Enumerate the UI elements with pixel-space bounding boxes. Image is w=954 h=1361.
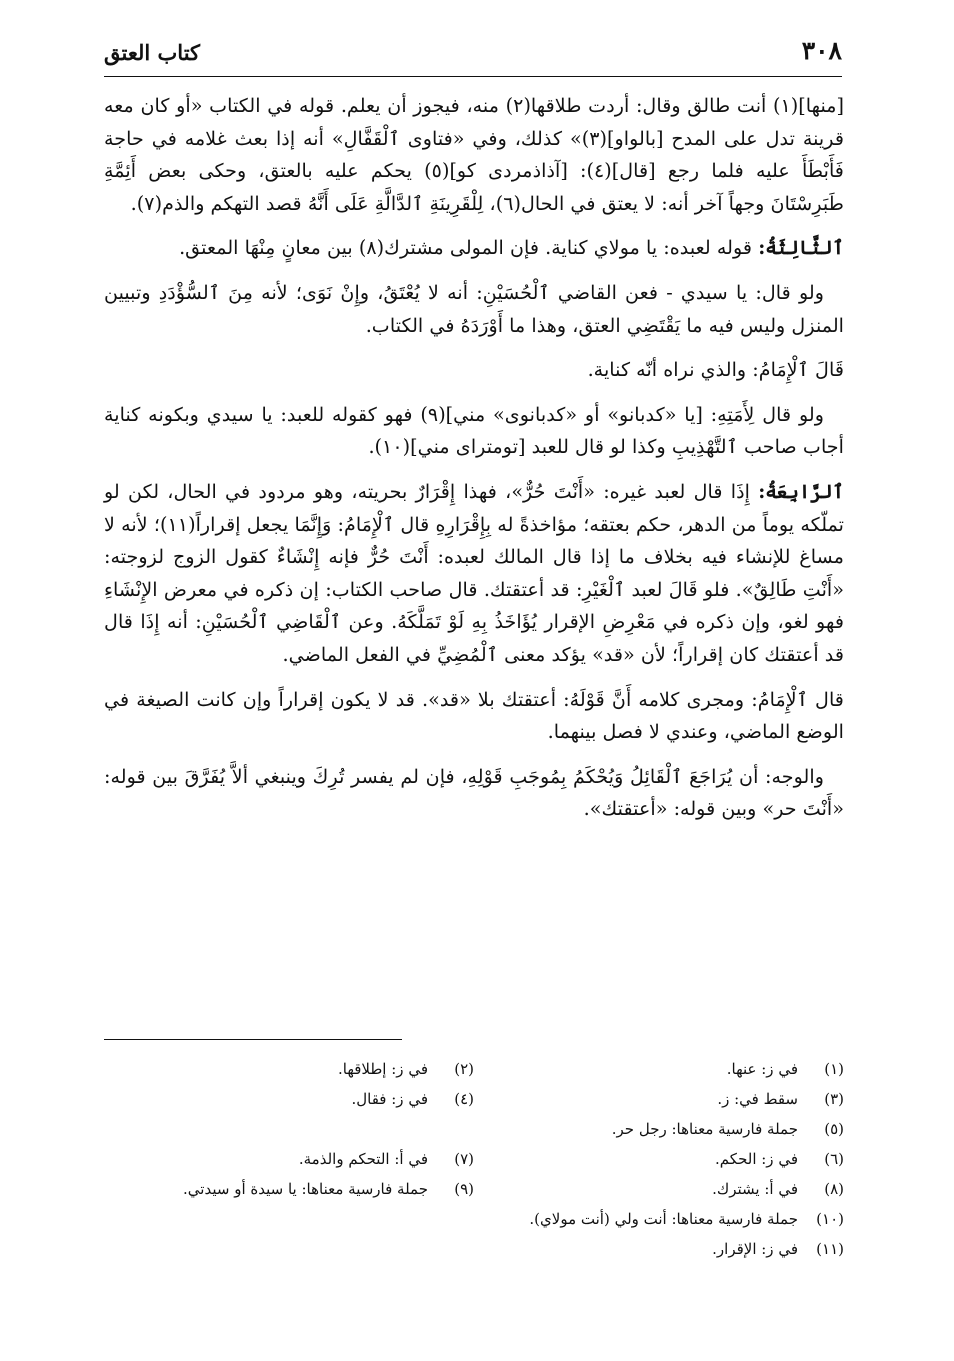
- footnote: [612, 1114, 844, 1144]
- paragraph: [104, 399, 844, 464]
- footnote-text: جملة فارسية معناها: أنت ولي (أنت مولاي).: [529, 1210, 798, 1228]
- paragraph: [104, 232, 844, 265]
- page-number: ٣٠٨: [801, 36, 842, 65]
- footnote-number: (٦): [824, 1150, 844, 1168]
- paragraph: [104, 277, 844, 342]
- footnote: [474, 1144, 844, 1174]
- footnote: [712, 1234, 844, 1264]
- footnote-row: [104, 1084, 844, 1114]
- footnote-text: في ز: عنها.: [726, 1060, 798, 1078]
- footnote: [104, 1174, 474, 1204]
- footnote-row: [104, 1054, 844, 1084]
- paragraph-text: قَالَ ٱلْإِمَامُ: والذي نراه أنّه كناية.: [587, 358, 844, 382]
- footnote-number: (٧): [454, 1150, 474, 1168]
- page-header: [104, 34, 842, 77]
- footnote-row: [104, 1144, 844, 1174]
- footnote-number: (٤): [454, 1090, 474, 1108]
- footnote-text: في ز: فقال.: [351, 1090, 428, 1108]
- paragraph: [104, 476, 844, 672]
- footnote-text: في ز: إطلاقها.: [338, 1060, 428, 1078]
- paragraph-text: [منها](١) أنت طالق وقال: أردت طلاقها(٢) منه، فيجوز أن يعلم. قوله في الكتاب «أو كان معه قرينة تدل على المدح [بالواو](٣)» كذلك، وفي «فتاوى ٱلْقَفَّالِ» أنه إذا بعث غلامه في حاجة فَأَبْطَأَ عليه فلما رجع [قال](٤): [آذاذمردى كو](٥) يحكم عليه بالعتق، وحكى بعض أَئِمَّةِ طَبَرِسْتَانَ وجهاً آخر أنه: لا يعتق في الحال(٦)، لِلْقَرِينَةِ ٱلدَّالَّةِ عَلَى أَنَّهُ قصد التهكم والذم(٧).: [104, 94, 845, 215]
- footnote: [474, 1054, 844, 1084]
- section-heading: ٱلثَّالِثَةُ:: [758, 236, 844, 260]
- footnote-row: [104, 1174, 844, 1204]
- paragraph-text: قال ٱلْإِمَامُ: ومجرى كلامه أَنَّ قَوْلَهُ: أعتقتك بلا «قد». قد لا يكون إقراراً وإن كانت الصيغة في الوضع الماضي، وعندي لا فصل بينهما.: [104, 687, 844, 744]
- paragraph: [104, 90, 844, 220]
- footnote-text: في ز: الحكم.: [715, 1150, 798, 1168]
- paragraph: [104, 684, 844, 749]
- book-title: كتاب العتق: [104, 40, 201, 65]
- footnote-number: (٢): [454, 1060, 474, 1078]
- footnote-divider: [104, 1039, 402, 1040]
- footnote-text: جملة فارسية معناها: رجل حر.: [611, 1120, 798, 1138]
- paragraph-text: ولو قال: يا سيدي - فعن القاضي ٱلْحُسَيْنِ: أنه لا يُعْتَقُ، وإِنْ نَوَى؛ لأنه مِنَ ٱلسُّؤْدَدِ وتبيين المنزل وليس فيه ما يَقْتَضِي العتق، وهذا ما أَوْرَدَهُ في الكتاب.: [104, 280, 844, 337]
- footnote-row: [104, 1204, 844, 1234]
- footnote-text: في ز: الإقرار.: [712, 1240, 798, 1258]
- paragraph-text: إِذَا قال لعبد غيره: «أَنْتَ حُرٌّ»، فهذا إِقْرَارٌ بحريته، وهو مردود في الحال، لكن لو تملّكه يوماً من الدهر، حكم بعتقه؛ مؤاخذةً له بِإِقْرَارِهِ قال ٱلْإِمَامُ: وَإِنَّمَا يجعل إقراراً(١١)؛ لأنه لا مساغ للإنشاء فيه بخلاف ما إذا قال المالك لعبده: أَنْتَ حُرٌّ فإنه إِنْشَاءٌ كقول الزوج لزوجته: «أَنْتِ طَالِقٌ». فلو قَالَ لعبد ٱلْغَيْرِ: قد أعتقتك. قال صاحب الكتاب: إن ذكره في معرض الإِنْشَاءِ فهو لغو، وإن ذكره في مَعْرِضِ الإقرار يُؤَاخَذُ بِهِ لَوْ تَمَلَّكَهُ. وعن ٱلْقَاضِي ٱلْحُسَيْنِ: أنه إِذَا قال قد أعتقتك كان إقراراً؛ لأن «قد» يؤكد معنى ٱلْمُضِيِّ في الفعل الماضي.: [104, 479, 845, 666]
- main-text: [104, 90, 844, 838]
- paragraph-text: والوجه: أن يُرَاجَعَ ٱلْقَائِلُ وَيُحْكَمُ بِمُوجَبِ قَوْلِهِ، فإن لم يفسر تُرِكَ وينبغي ألاَّ يُفَرَّقَ بين قوله: «أَنْتَ حر» وبين قوله: «أعتقتك».: [104, 764, 844, 821]
- footnote-row: [104, 1114, 844, 1144]
- footnote: [474, 1174, 844, 1204]
- footnote-number: (٨): [824, 1180, 844, 1198]
- footnote-row: [104, 1234, 844, 1264]
- footnote-number: (١): [824, 1060, 844, 1078]
- footnote-text: في أ: يشترك.: [712, 1180, 798, 1198]
- footnote-number: (١١): [816, 1240, 844, 1258]
- paragraph: [104, 761, 844, 826]
- paragraph-text: ولو قال لِأَمَتِهِ: [يا «كدبانو» أو «كدبانوى» مني](٩) فهو كقوله للعبد: يا سيدي وبكونه كناية أجاب صاحب ٱلتَّهْذِيبِ وكذا لو قال للعبد [تومتراى مني](١٠).: [104, 402, 844, 459]
- footnote-text: في أ: التحكم والذمة.: [298, 1150, 428, 1168]
- footnote-text: جملة فارسية معناها: يا سيدة أو سيدتي.: [183, 1180, 428, 1198]
- footnote: [529, 1204, 844, 1234]
- paragraph: [104, 354, 844, 387]
- footnote-text: سقط في: ز.: [717, 1090, 798, 1108]
- footnote: [104, 1144, 474, 1174]
- footnote-number: (٩): [454, 1180, 474, 1198]
- footnote: [104, 1084, 474, 1114]
- footnote-number: (٣): [824, 1090, 844, 1108]
- footnote-number: (١٠): [816, 1210, 844, 1228]
- footnote: [474, 1084, 844, 1114]
- footnote-number: (٥): [824, 1120, 844, 1138]
- section-heading: ٱلرَّابِعَةُ:: [758, 479, 844, 503]
- paragraph-text: قوله لعبده: يا مولاي كناية. فإن المولى مشترك(٨) بين معانٍ مِنْهَا المعتق.: [179, 236, 753, 260]
- footnotes: [104, 1054, 844, 1264]
- footnote: [104, 1054, 474, 1084]
